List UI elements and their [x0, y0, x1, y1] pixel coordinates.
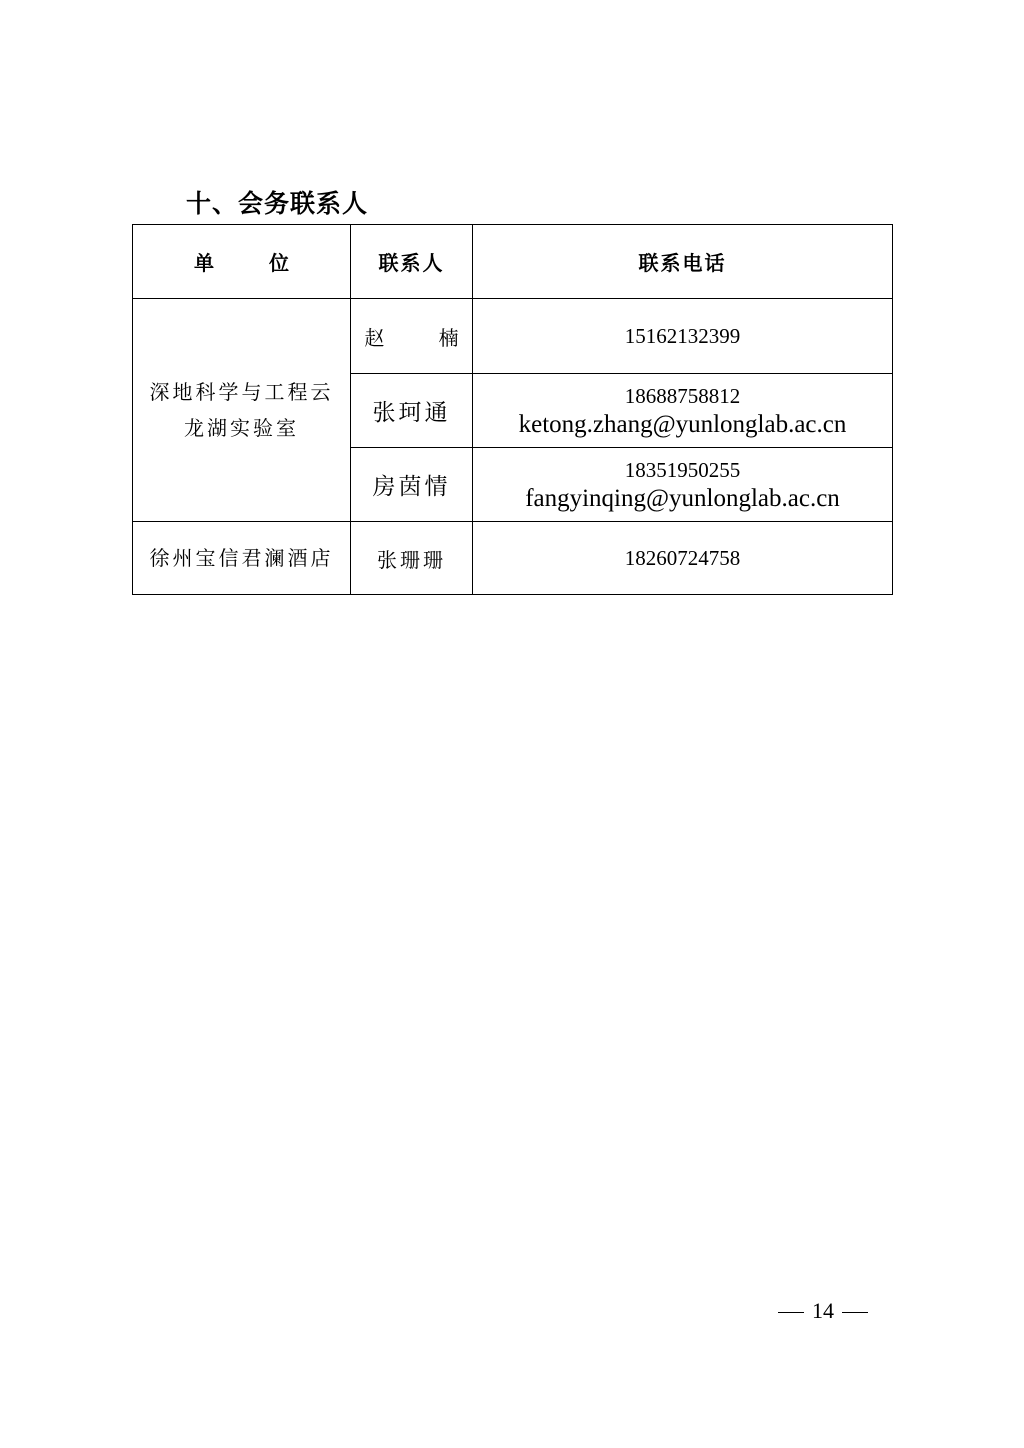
footer-dash — [778, 1312, 804, 1313]
contact-name-cell — [351, 374, 473, 448]
contact-name-cell — [351, 299, 483, 374]
contact-phone: 15162132399 — [624, 324, 741, 348]
contact-name: 张珂通 — [372, 400, 451, 426]
unit-line: 徐州宝信君澜酒店 — [149, 546, 334, 570]
contact-phone: 18351950255 — [624, 457, 741, 482]
contact-email: fangyinqing@yunlonglab.ac.cn — [525, 484, 840, 512]
unit-line: 龙湖实验室 — [184, 416, 299, 440]
table-row — [133, 522, 893, 595]
contact-info-cell — [473, 448, 893, 522]
header-contact: 联系人 — [351, 225, 473, 299]
contact-name: 房茵情 — [372, 474, 451, 500]
contact-info-cell — [473, 374, 893, 448]
contact-email: ketong.zhang@yunlonglab.ac.cn — [518, 410, 847, 438]
contact-info-cell — [473, 299, 893, 374]
contact-table — [132, 224, 893, 595]
footer-dash — [842, 1312, 868, 1313]
contact-info-cell — [473, 522, 893, 595]
contact-name-cell — [351, 522, 473, 595]
contact-name: 张珊珊 — [377, 547, 446, 572]
contact-name: 赵 楠 — [364, 325, 483, 350]
contact-name-cell — [351, 448, 473, 522]
page-number: 14 — [812, 1298, 834, 1323]
section-heading: 十、会务联系人 — [186, 189, 369, 218]
header-phone: 联系电话 — [473, 225, 893, 299]
unit-cell — [133, 299, 351, 522]
table-header-row — [133, 225, 893, 299]
unit-cell — [133, 522, 351, 595]
page-footer — [770, 1298, 876, 1324]
unit-line: 深地科学与工程云 — [149, 380, 334, 404]
contact-phone: 18688758812 — [624, 383, 741, 408]
header-unit: 单 位 — [133, 225, 351, 299]
table-row — [133, 299, 893, 374]
contact-phone: 18260724758 — [624, 546, 741, 570]
